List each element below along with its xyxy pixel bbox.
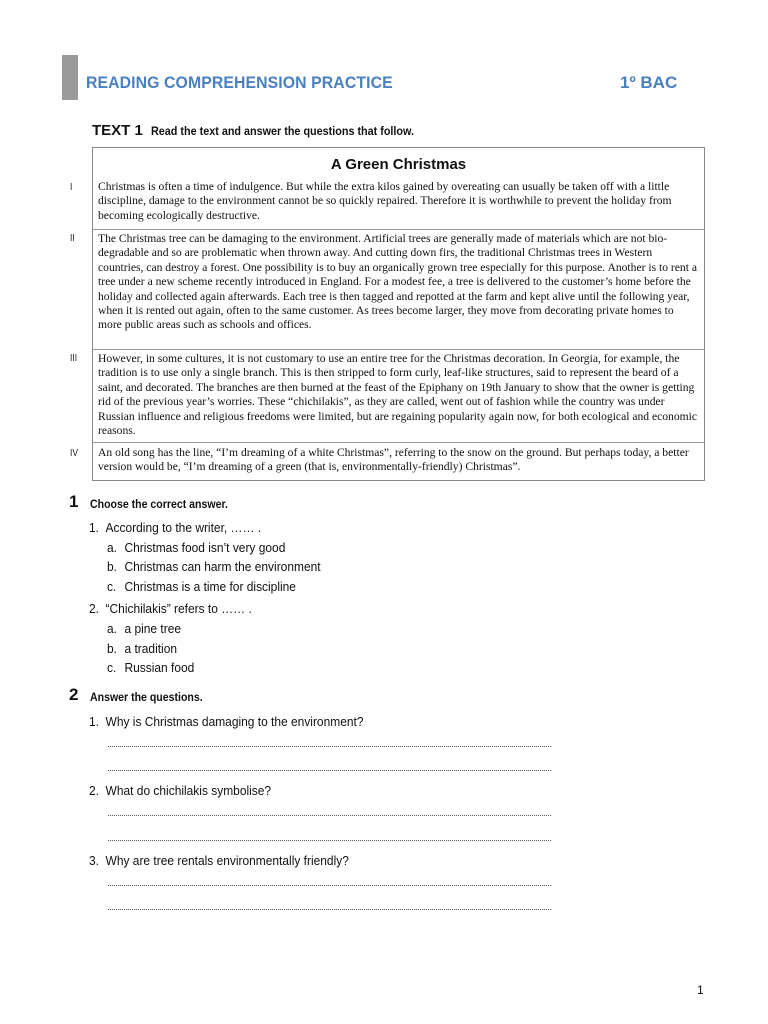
question-2: [89, 601, 252, 616]
paragraph-divider: [93, 229, 704, 230]
question-number: 1.: [89, 520, 99, 535]
option-text: Christmas food isn’t very good: [124, 540, 286, 555]
answer-line[interactable]: [108, 770, 551, 771]
question-text: Why are tree rentals environmentally friendly?: [105, 853, 349, 868]
text-heading: [92, 122, 443, 139]
question-number: 2.: [89, 601, 99, 616]
paragraph-1: Christmas is often a time of indulgence. But while the extra kilos gained by overeating can usually be taken off with a little discipline, damage to the environment cannot be so quickly repaired. Therefore it is worthwhile to prevent the holiday from becoming ecologically destructive.: [98, 180, 672, 222]
option-b[interactable]: [107, 559, 321, 574]
option-c[interactable]: [107, 660, 194, 675]
section-number: 1: [69, 492, 79, 511]
question-number: 1.: [89, 714, 99, 729]
paragraph-label-2: II: [70, 233, 75, 244]
paragraph-4: An old song has the line, “I’m dreaming of a white Christmas”, referring to the snow on the ground. But perhaps today, a better version would be, “I’m dreaming of a green (that is, environmentally-friendly) Christmas”.: [98, 446, 689, 474]
answer-line[interactable]: [108, 815, 551, 816]
option-text: Russian food: [124, 660, 195, 675]
option-b[interactable]: [107, 641, 177, 656]
option-text: Christmas can harm the environment: [124, 559, 321, 574]
page-number: 1: [697, 983, 704, 997]
option-letter: b.: [107, 641, 117, 656]
option-letter: c.: [107, 660, 117, 675]
answer-line[interactable]: [108, 885, 551, 886]
section-number: 2: [69, 685, 79, 704]
paragraph-divider: [93, 349, 704, 350]
question-text: Why is Christmas damaging to the environment?: [105, 714, 364, 729]
option-letter: c.: [107, 579, 117, 594]
section-title: Answer the questions.: [90, 690, 203, 704]
option-letter: b.: [107, 559, 117, 574]
text-instruction: Read the text and answer the questions that follow.: [150, 124, 414, 138]
question-text: “Chichilakis” refers to …… .: [105, 601, 252, 616]
option-letter: a.: [107, 540, 117, 555]
paragraph-divider: [93, 442, 704, 443]
question-text: What do chichilakis symbolise?: [105, 783, 272, 798]
question-text: According to the writer, …… .: [105, 520, 262, 535]
question-1: [89, 714, 363, 729]
text-number: TEXT 1: [92, 122, 143, 139]
option-c[interactable]: [107, 579, 296, 594]
option-text: Christmas is a time for discipline: [124, 579, 296, 594]
question-2: [89, 783, 271, 798]
course-level: 1º BAC: [620, 73, 678, 92]
option-text: a pine tree: [124, 621, 182, 636]
option-text: a tradition: [124, 641, 178, 656]
question-number: 2.: [89, 783, 99, 798]
question-number: 3.: [89, 853, 99, 868]
paragraph-label-3: III: [70, 353, 78, 364]
worksheet-title: READING COMPREHENSION PRACTICE: [86, 73, 393, 92]
question-3: [89, 853, 349, 868]
answer-line[interactable]: [108, 840, 551, 841]
reading-text-box: [92, 147, 705, 481]
answer-line[interactable]: [108, 746, 551, 747]
option-letter: a.: [107, 621, 117, 636]
question-1: [89, 520, 261, 535]
paragraph-label-4: IV: [70, 448, 79, 459]
answer-line[interactable]: [108, 909, 551, 910]
paragraph-2: The Christmas tree can be damaging to the environment. Artificial trees are generally made of materials which are not bio-degradable and so are problematic when thrown away. And cutting down firs, the traditional Christmas trees in Western countries, can destroy a forest. One possibility is to buy an organically grown tree especially for this purpose. Another is to rent a tree under a new scheme recently introduced in England. For a modest fee, a tree is delivered to the customer’s home before the holiday and collected again afterwards. Each tree is then tagged and repotted at the farm and kept alive until the following year, when it is rented out again, often to the same customer. As trees become larger, they move from decorating private homes to more public areas such as schools and offices.: [98, 232, 697, 332]
option-a[interactable]: [107, 540, 285, 555]
paragraph-3: However, in some cultures, it is not customary to use an entire tree for the Christmas decoration. In Georgia, for example, the tradition is to use only a single branch. This is then stripped to form curly, leaf-like structures, said to represent the beard of a saint, and decorated. The branches are then burned at the feast of the Epiphany on 19th January to show that the owner is getting rid of the previous year’s worries. These “chichilakis”, as they are called, went out of fashion while the country was under Russian influence and religious freedoms were limited, but are regaining popularity again now, for both ecological and economic reasons.: [98, 352, 698, 438]
section-title: Choose the correct answer.: [90, 497, 228, 511]
header-accent-bar: [62, 55, 78, 100]
article-title: A Green Christmas: [330, 156, 467, 173]
paragraph-label-1: I: [70, 182, 73, 193]
option-a[interactable]: [107, 621, 181, 636]
